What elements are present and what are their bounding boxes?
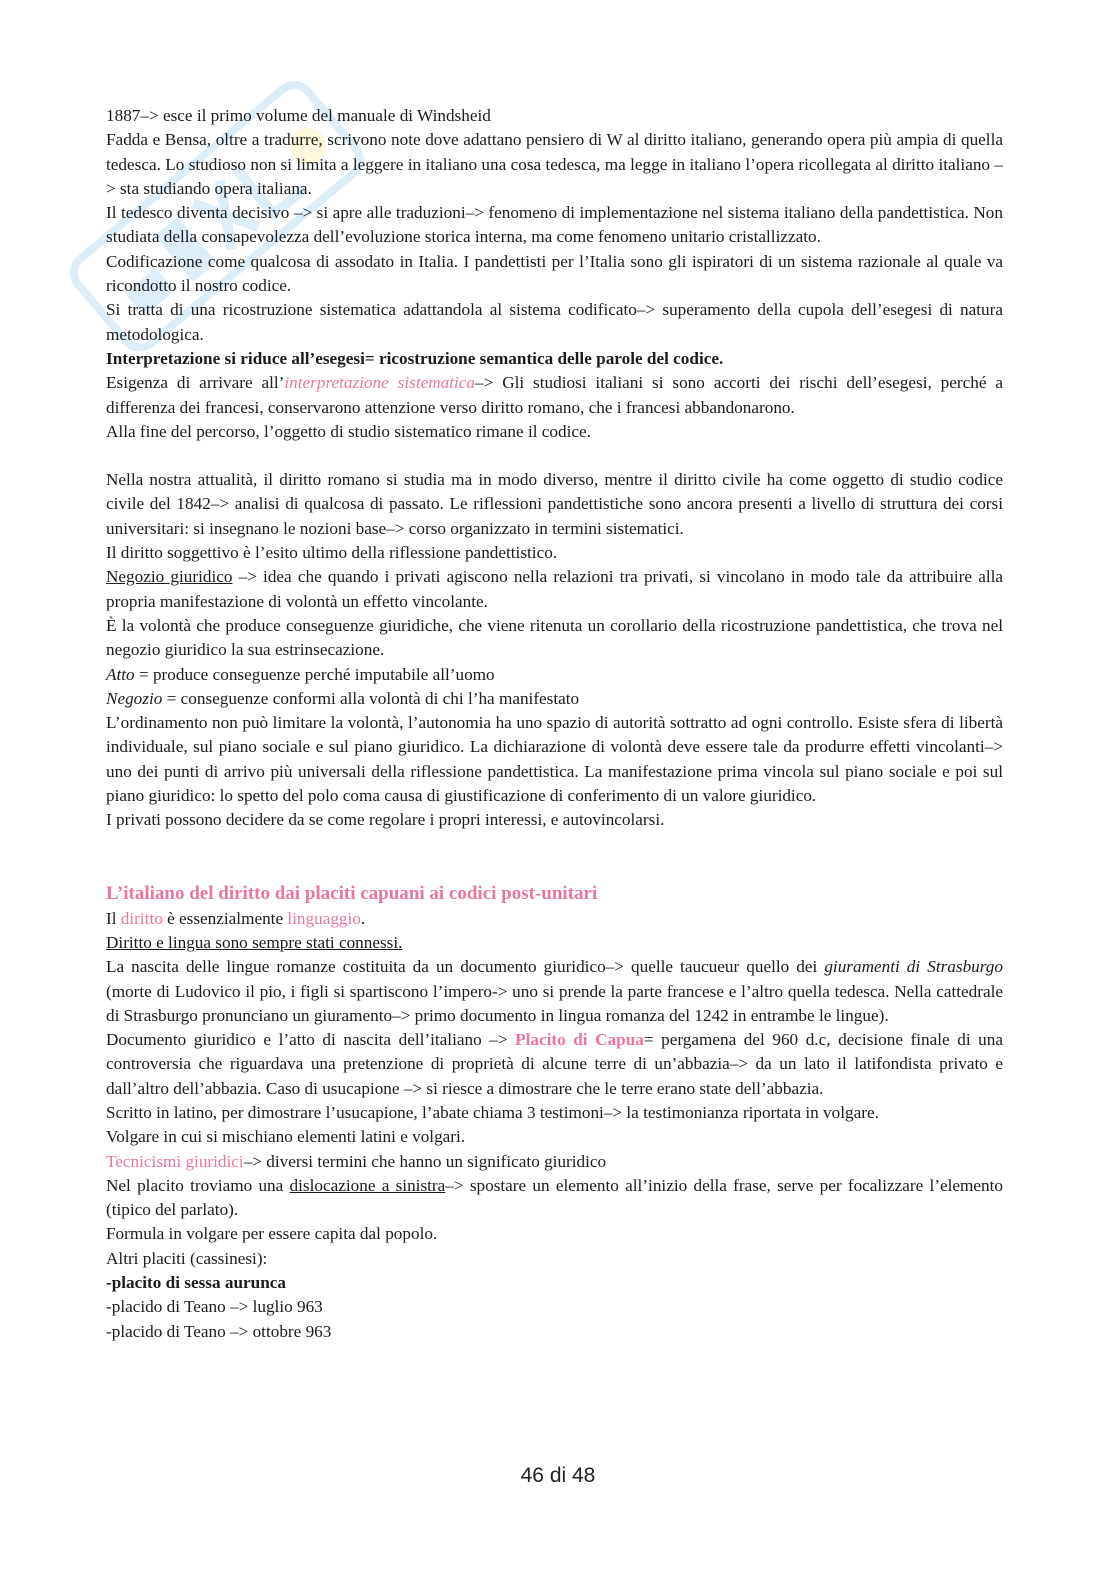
paragraph: Il diritto soggettivo è l’esito ultimo della riflessione pandettistico.	[106, 543, 558, 563]
text-span: Documento giuridico e l’atto di nascita dell’italiano –>	[106, 1030, 516, 1050]
highlight-term: Tecnicismi giuridici	[106, 1151, 244, 1171]
paragraph: I privati possono decidere da se come regolare i propri interessi, e autovincolarsi.	[106, 810, 665, 830]
paragraph	[106, 1028, 1003, 1101]
text-span: –> Gli studiosi italiani si sono accorti dei rischi dell’esegesi, perché a differenza dei francesi, conservarono attenzione verso diritto romano, che i francesi abbandonarono.	[106, 373, 1003, 417]
paragraph: Alla fine del percorso, l’oggetto di studio sistematico rimane il codice.	[106, 421, 591, 441]
text-span: .	[360, 908, 366, 928]
paragraph: Nella nostra attualità, il diritto romano si studia ma in modo diverso, mentre il diritto civile ha come oggetto di studio codice civile del 1842–> analisi di qualcosa di passato. Le riflessioni pandettistiche sono ancora presenti a livello di struttura dei corsi universitari: si insegnano le nozioni base–> corso organizzato in termini sistematici.	[106, 470, 1003, 538]
highlight-term: interpretazione sistematica	[284, 373, 476, 393]
page-body	[106, 104, 1003, 1344]
underlined-term: dislocazione a sinistra	[289, 1175, 446, 1195]
text-span: Il	[106, 908, 121, 928]
text-span: = conseguenze conformi alla volontà di chi l’ha manifestato	[162, 688, 580, 708]
highlight-term: linguaggio	[287, 908, 361, 928]
paragraph	[106, 663, 1003, 687]
paragraph: Il tedesco diventa decisivo –> si apre alle traduzioni–> fenomeno di implementazione nel sistema italiano della pandettistica. Non studiata della consapevolezza dell’evoluzione storica interna, ma come fenomeno unitario cristallizzato.	[106, 203, 1003, 247]
text-span: è essenzialmente	[162, 908, 288, 928]
paragraph: L’ordinamento non può limitare la volontà, l’autonomia ha uno spazio di autorità sottratto ad ogni controllo. Esiste sfera di libertà individuale, sul piano sociale e sul piano giuridico. La dichiarazione di volontà deve essere tale da produrre effetti vincolanti–> uno dei punti di arrivo più universali della riflessione pandettistica. La manifestazione prima vincola sul piano sociale e poi sul piano giuridico: lo spetto del polo coma causa di giustificazione di conferimento di un valore giuridico.	[106, 713, 1003, 806]
page-number: 46 di 48	[520, 1464, 596, 1487]
spacer	[106, 444, 1003, 468]
paragraph	[106, 907, 1003, 931]
paragraph	[106, 1174, 1003, 1223]
paragraph	[106, 955, 1003, 1028]
paragraph	[106, 565, 1003, 614]
paragraph: Codificazione come qualcosa di assodato in Italia. I pandettisti per l’Italia sono gli ispiratori di un sistema razionale al quale va ricondotto il nostro codice.	[106, 251, 1003, 296]
text-span: Esigenza di arrivare all’	[106, 373, 285, 393]
paragraph: È la volontà che produce conseguenze giuridiche, che viene ritenuta un corollario della ricostruzione pandettistica, che trova nel negozio giuridico la sua estrinsecazione.	[106, 615, 1003, 660]
text-span: = produce conseguenze perché imputabile all’uomo	[134, 664, 495, 684]
paragraph: Si tratta di una ricostruzione sistematica adattandola al sistema codificato–> superamento della cupola dell’esegesi di natura metodologica.	[106, 300, 1003, 344]
list-item: -placido di Teano –> luglio 963	[106, 1297, 323, 1317]
paragraph	[106, 1150, 1003, 1174]
text-span: –> spostare un elemento all’inizio della frase, serve per focalizzare l’elemento (tipico del parlato).	[106, 1175, 1003, 1220]
text-span: Nel placito troviamo una	[106, 1175, 290, 1195]
list-item: -placito di sessa aurunca	[106, 1273, 287, 1293]
paragraph	[106, 371, 1003, 420]
section-heading: L’italiano del diritto dai placiti capuani ai codici post-unitari	[106, 882, 598, 904]
paragraph: Formula in volgare per essere capita dal popolo.	[106, 1224, 438, 1244]
text-span: –> idea che quando i privati agiscono nella relazioni tra privati, si vincolano in modo tale da attribuire alla propria manifestazione di volontà un effetto vincolante.	[106, 567, 1003, 611]
list-item: -placido di Teano –> ottobre 963	[106, 1321, 332, 1341]
underlined-term: Negozio giuridico	[106, 567, 233, 587]
paragraph: Fadda e Bensa, oltre a tradurre, scrivono note dove adattano pensiero di W al diritto italiano, generando opera più ampia di quella tedesca. Lo studioso non si limita a leggere in italiano una cosa tedesca, ma legge in italiano l’opera ricollegata al diritto italiano –> sta studiando opera italiana.	[106, 130, 1003, 198]
bold-paragraph: Interpretazione si riduce all’esegesi= ricostruzione semantica delle parole del codice.	[106, 348, 724, 368]
italic-term: Negozio	[106, 688, 163, 708]
italic-term: giuramenti di Strasburgo	[824, 957, 1003, 977]
highlight-term: diritto	[120, 908, 163, 928]
highlight-term: Placito di Capua	[515, 1030, 644, 1050]
paragraph: Scritto in latino, per dimostrare l’usucapione, l’abate chiama 3 testimoni–> la testimonianza riportata in volgare.	[106, 1102, 879, 1122]
paragraph: Altri placiti (cassinesi):	[106, 1248, 268, 1268]
text-span: La nascita delle lingue romanze costituita da un documento giuridico–> quelle taucueur quello dei	[106, 957, 825, 977]
paragraph: 1887–> esce il primo volume del manuale di Windsheid	[106, 106, 491, 125]
paragraph: Volgare in cui si mischiano elementi latini e volgari.	[106, 1127, 466, 1147]
italic-term: Atto	[106, 664, 135, 684]
paragraph	[106, 687, 1003, 711]
text-span: –> diversi termini che hanno un significato giuridico	[243, 1151, 607, 1171]
underlined-paragraph: Diritto e lingua sono sempre stati connessi.	[106, 932, 403, 952]
spacer	[106, 833, 1003, 881]
text-span: = pergamena del 960 d.c, decisione finale di una controversia che riguardava una pretenzione di proprietà di alcune terre di un’abbazia–> da un lato il latifondista privato e dall’altro dell’abbazia. Caso di usucapione –> si riesce a dimostrare che le terre erano state dell’abbazia.	[106, 1030, 1003, 1098]
text-span: (morte di Ludovico il pio, i figli si spartiscono l’impero-> uno si prende la parte francese e l’altro quella tedesca. Nella cattedrale di Strasburgo pronunciano un giuramento–> primo documento in lingua romanza del 1242 in entrambe le lingue).	[106, 981, 1003, 1025]
